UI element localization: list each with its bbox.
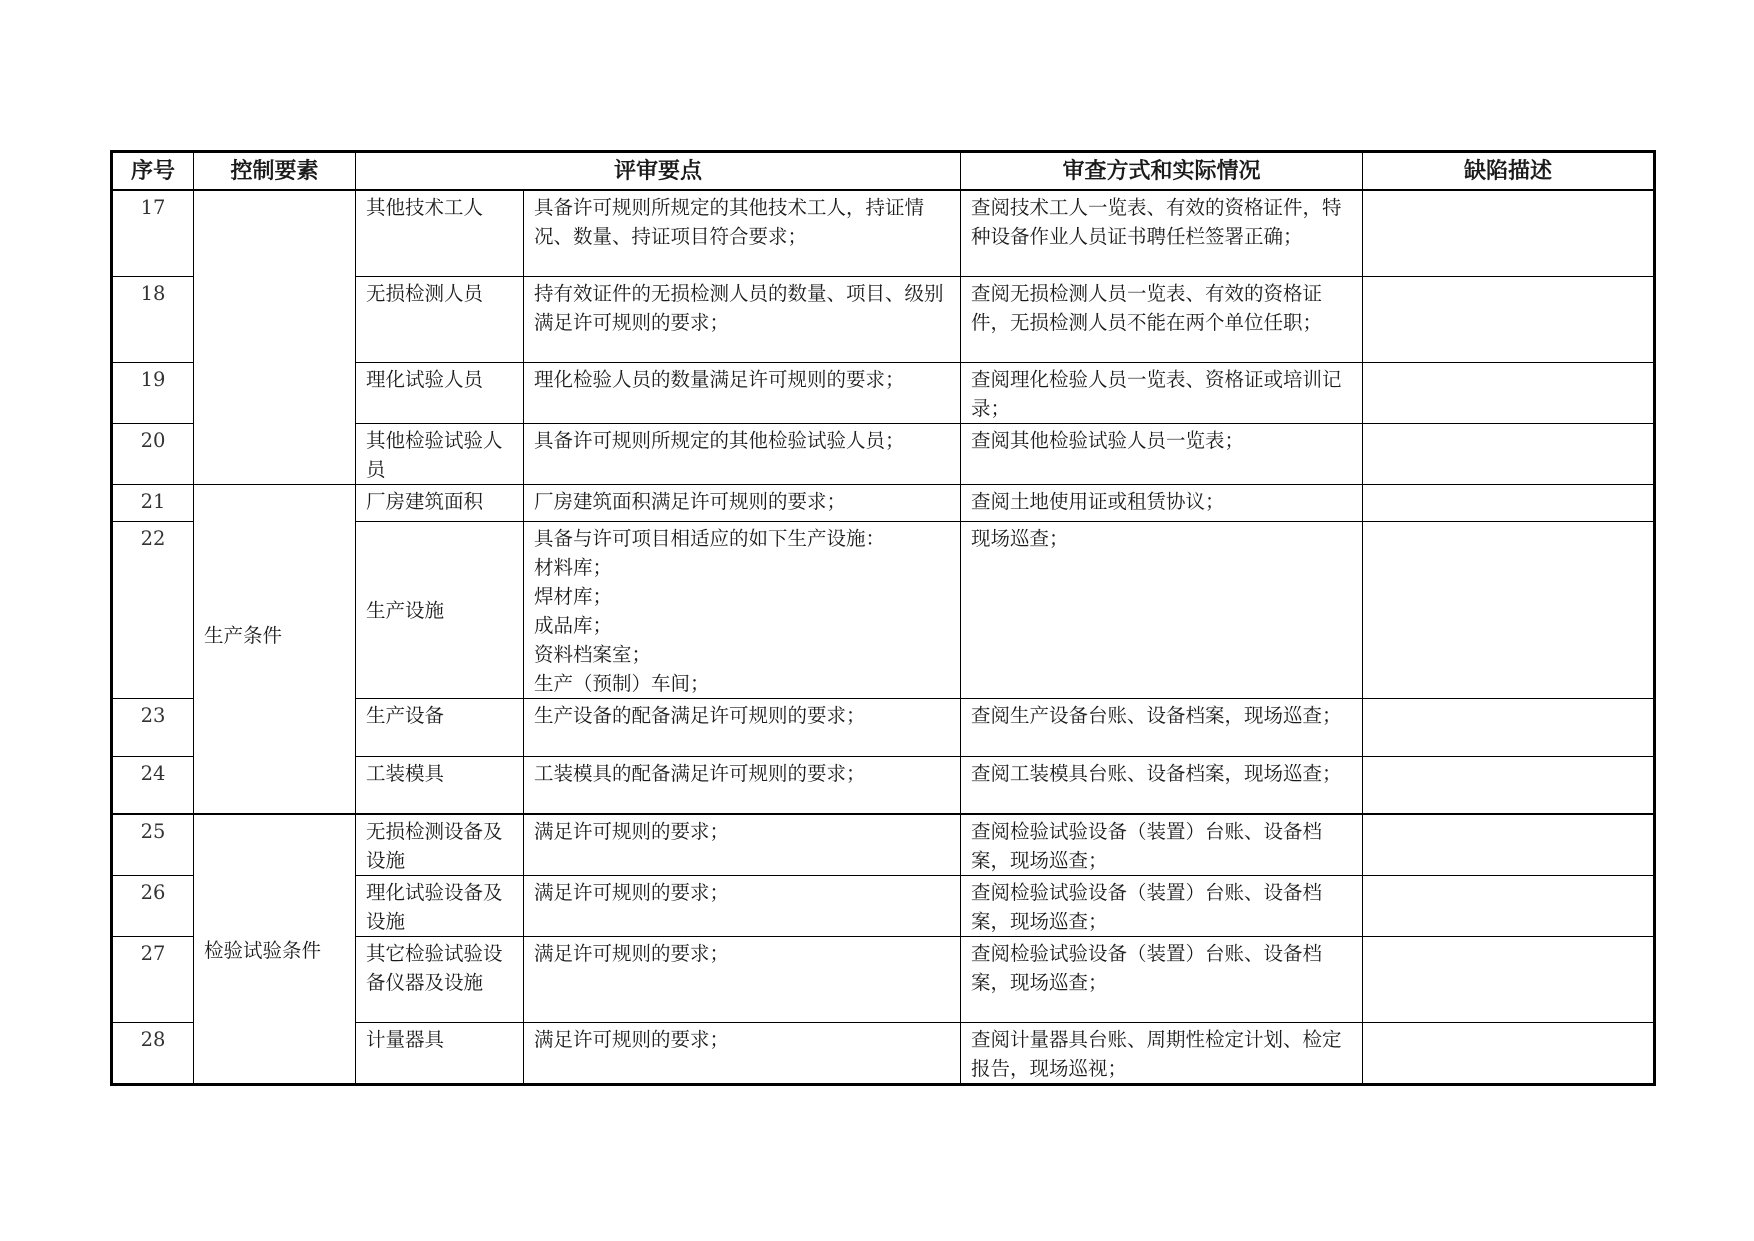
row-defect[interactable] [1363,876,1655,937]
row-seq: 20 [112,423,194,484]
row-points: 满足许可规则的要求； [524,876,961,937]
row-points: 满足许可规则的要求； [524,937,961,1023]
row-seq: 17 [112,190,194,276]
row-method: 查阅工装模具台账、设备档案，现场巡查； [961,756,1363,814]
row-seq: 18 [112,276,194,362]
points-line: 材料库； [534,555,613,579]
group-label-production: 生产条件 [194,484,356,814]
group-label-inspection: 检验试验条件 [194,814,356,1085]
row-seq: 28 [112,1023,194,1085]
row-method: 查阅生产设备台账、设备档案，现场巡查； [961,698,1363,756]
table-row [112,484,1655,521]
row-method: 查阅检验试验设备（装置）台账、设备档案，现场巡查； [961,814,1363,876]
row-item: 理化试验人员 [356,362,524,423]
row-seq: 27 [112,937,194,1023]
row-defect[interactable] [1363,756,1655,814]
row-item: 其他检验试验人员 [356,423,524,484]
row-points: 满足许可规则的要求； [524,1023,961,1085]
row-defect[interactable] [1363,484,1655,521]
row-seq: 24 [112,756,194,814]
points-line: 具备与许可项目相适应的如下生产设施： [534,526,886,550]
row-item: 其它检验试验设备仪器及设施 [356,937,524,1023]
row-defect[interactable] [1363,521,1655,698]
group-cell-personnel [194,190,356,484]
row-item: 厂房建筑面积 [356,484,524,521]
row-method: 查阅土地使用证或租赁协议； [961,484,1363,521]
row-points: 具备许可规则所规定的其他技术工人，持证情况、数量、持证项目符合要求； [524,190,961,276]
row-seq: 25 [112,814,194,876]
header-row [112,152,1655,191]
header-review-points: 评审要点 [356,152,961,191]
header-control-element: 控制要素 [194,152,356,191]
row-defect[interactable] [1363,362,1655,423]
row-defect[interactable] [1363,698,1655,756]
header-defect-description: 缺陷描述 [1363,152,1655,191]
row-defect[interactable] [1363,423,1655,484]
row-defect[interactable] [1363,190,1655,276]
row-method: 查阅无损检测人员一览表、有效的资格证件，无损检测人员不能在两个单位任职； [961,276,1363,362]
row-method: 查阅技术工人一览表、有效的资格证件，特种设备作业人员证书聘任栏签署正确； [961,190,1363,276]
row-points: 理化检验人员的数量满足许可规则的要求； [524,362,961,423]
row-points: 工装模具的配备满足许可规则的要求； [524,756,961,814]
row-method: 查阅计量器具台账、周期性检定计划、检定报告，现场巡视； [961,1023,1363,1085]
points-line: 生产（预制）车间； [534,671,710,695]
row-seq: 19 [112,362,194,423]
review-sheet [110,150,1656,1086]
row-method: 查阅理化检验人员一览表、资格证或培训记录； [961,362,1363,423]
points-line: 资料档案室； [534,642,652,666]
row-defect[interactable] [1363,937,1655,1023]
row-defect[interactable] [1363,814,1655,876]
row-points: 持有效证件的无损检测人员的数量、项目、级别满足许可规则的要求； [524,276,961,362]
row-points: 满足许可规则的要求； [524,814,961,876]
header-review-method: 审查方式和实际情况 [961,152,1363,191]
points-line: 成品库； [534,613,613,637]
row-item: 无损检测人员 [356,276,524,362]
row-item: 生产设施 [356,521,524,698]
row-seq: 22 [112,521,194,698]
review-table [110,150,1656,1086]
row-item: 生产设备 [356,698,524,756]
row-item: 计量器具 [356,1023,524,1085]
row-points [524,521,961,698]
row-item: 工装模具 [356,756,524,814]
row-seq: 21 [112,484,194,521]
row-method: 查阅其他检验试验人员一览表； [961,423,1363,484]
row-method: 现场巡查； [961,521,1363,698]
table-row [112,814,1655,876]
row-points: 具备许可规则所规定的其他检验试验人员； [524,423,961,484]
row-defect[interactable] [1363,276,1655,362]
row-seq: 26 [112,876,194,937]
row-item: 无损检测设备及设施 [356,814,524,876]
row-method: 查阅检验试验设备（装置）台账、设备档案，现场巡查； [961,937,1363,1023]
row-seq: 23 [112,698,194,756]
row-defect[interactable] [1363,1023,1655,1085]
row-method: 查阅检验试验设备（装置）台账、设备档案，现场巡查； [961,876,1363,937]
row-item: 理化试验设备及设施 [356,876,524,937]
header-seq: 序号 [112,152,194,191]
row-points: 生产设备的配备满足许可规则的要求； [524,698,961,756]
points-line: 焊材库； [534,584,613,608]
row-points: 厂房建筑面积满足许可规则的要求； [524,484,961,521]
table-row [112,190,1655,276]
row-item: 其他技术工人 [356,190,524,276]
